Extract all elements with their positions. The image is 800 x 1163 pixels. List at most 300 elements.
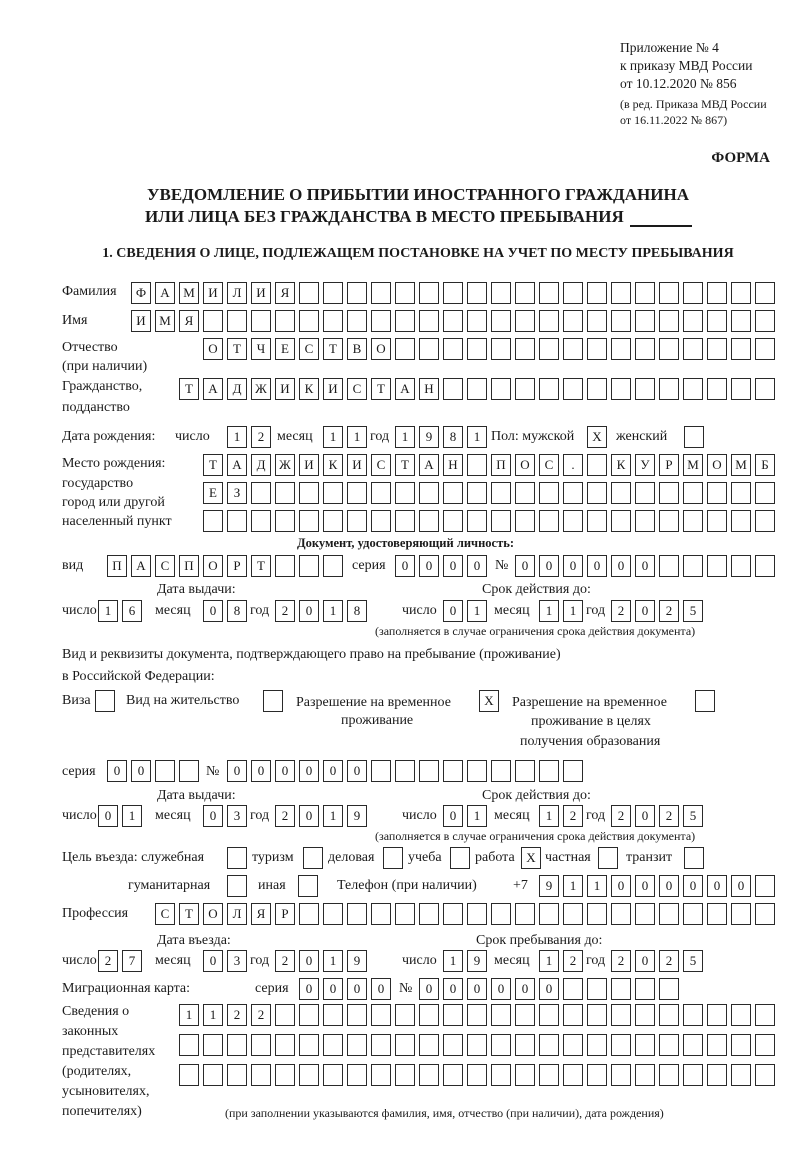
char-box[interactable] bbox=[419, 482, 439, 504]
char-box[interactable] bbox=[347, 510, 367, 532]
char-box[interactable] bbox=[467, 760, 487, 782]
char-box[interactable]: 0 bbox=[275, 760, 295, 782]
char-box[interactable] bbox=[659, 510, 679, 532]
char-box[interactable]: 0 bbox=[635, 555, 655, 577]
char-box[interactable] bbox=[683, 555, 703, 577]
char-box[interactable]: Т bbox=[227, 338, 247, 360]
char-box[interactable] bbox=[539, 338, 559, 360]
char-box[interactable]: 1 bbox=[467, 805, 487, 827]
char-box[interactable] bbox=[659, 978, 679, 1000]
char-box[interactable] bbox=[683, 310, 703, 332]
char-box[interactable] bbox=[443, 338, 463, 360]
char-box[interactable] bbox=[707, 310, 727, 332]
char-box[interactable]: Е bbox=[275, 338, 295, 360]
char-box[interactable]: 1 bbox=[467, 426, 487, 448]
char-box[interactable]: Т bbox=[179, 378, 199, 400]
char-box[interactable] bbox=[395, 1004, 415, 1026]
char-box[interactable] bbox=[659, 555, 679, 577]
char-box[interactable]: 0 bbox=[659, 875, 679, 897]
char-box[interactable]: 0 bbox=[539, 978, 559, 1000]
char-box[interactable]: 0 bbox=[299, 978, 319, 1000]
char-box[interactable]: С bbox=[155, 555, 175, 577]
char-box[interactable] bbox=[179, 760, 199, 782]
char-box[interactable] bbox=[299, 482, 319, 504]
char-box[interactable]: О bbox=[515, 454, 535, 476]
char-box[interactable]: 8 bbox=[347, 600, 367, 622]
char-box[interactable]: 2 bbox=[275, 600, 295, 622]
char-box[interactable] bbox=[371, 482, 391, 504]
char-box[interactable] bbox=[707, 903, 727, 925]
char-box[interactable]: Я bbox=[251, 903, 271, 925]
char-box[interactable]: П bbox=[491, 454, 511, 476]
char-box[interactable] bbox=[707, 378, 727, 400]
char-box[interactable] bbox=[707, 482, 727, 504]
char-box[interactable]: 0 bbox=[443, 805, 463, 827]
char-box[interactable] bbox=[587, 510, 607, 532]
char-box[interactable] bbox=[731, 378, 751, 400]
char-box[interactable] bbox=[491, 903, 511, 925]
char-box[interactable] bbox=[443, 1034, 463, 1056]
char-box[interactable] bbox=[515, 310, 535, 332]
char-box[interactable] bbox=[347, 903, 367, 925]
char-box[interactable] bbox=[515, 1064, 535, 1086]
char-box[interactable]: Н bbox=[419, 378, 439, 400]
char-box[interactable] bbox=[275, 482, 295, 504]
char-box[interactable] bbox=[203, 1034, 223, 1056]
char-box[interactable] bbox=[371, 1034, 391, 1056]
char-box[interactable] bbox=[587, 338, 607, 360]
char-box[interactable]: К bbox=[611, 454, 631, 476]
char-box[interactable]: 2 bbox=[563, 950, 583, 972]
char-box[interactable] bbox=[299, 510, 319, 532]
char-box[interactable] bbox=[347, 310, 367, 332]
checkbox[interactable]: X bbox=[479, 690, 499, 712]
char-box[interactable]: 2 bbox=[659, 600, 679, 622]
char-box[interactable] bbox=[635, 1064, 655, 1086]
char-box[interactable]: 3 bbox=[227, 805, 247, 827]
char-box[interactable]: Р bbox=[275, 903, 295, 925]
char-box[interactable]: 0 bbox=[371, 978, 391, 1000]
char-box[interactable] bbox=[395, 310, 415, 332]
char-box[interactable] bbox=[707, 338, 727, 360]
char-box[interactable]: 0 bbox=[515, 555, 535, 577]
char-box[interactable] bbox=[299, 1034, 319, 1056]
char-box[interactable]: К bbox=[299, 378, 319, 400]
char-box[interactable] bbox=[467, 1064, 487, 1086]
char-box[interactable] bbox=[323, 555, 343, 577]
char-box[interactable] bbox=[683, 282, 703, 304]
char-box[interactable] bbox=[491, 1004, 511, 1026]
char-box[interactable] bbox=[299, 1064, 319, 1086]
char-box[interactable]: 2 bbox=[251, 426, 271, 448]
char-box[interactable]: Ч bbox=[251, 338, 271, 360]
char-box[interactable]: 1 bbox=[587, 875, 607, 897]
char-box[interactable] bbox=[371, 1004, 391, 1026]
char-box[interactable]: 1 bbox=[395, 426, 415, 448]
char-box[interactable] bbox=[395, 510, 415, 532]
char-box[interactable] bbox=[251, 510, 271, 532]
char-box[interactable]: П bbox=[179, 555, 199, 577]
char-box[interactable]: К bbox=[323, 454, 343, 476]
char-box[interactable] bbox=[587, 1064, 607, 1086]
char-box[interactable]: 5 bbox=[683, 950, 703, 972]
char-box[interactable] bbox=[323, 1064, 343, 1086]
char-box[interactable] bbox=[419, 282, 439, 304]
char-box[interactable] bbox=[611, 378, 631, 400]
checkbox[interactable] bbox=[303, 847, 323, 869]
checkbox[interactable]: X bbox=[587, 426, 607, 448]
checkbox[interactable] bbox=[95, 690, 115, 712]
char-box[interactable] bbox=[587, 903, 607, 925]
char-box[interactable] bbox=[395, 903, 415, 925]
char-box[interactable] bbox=[563, 1004, 583, 1026]
char-box[interactable] bbox=[611, 978, 631, 1000]
checkbox[interactable] bbox=[263, 690, 283, 712]
char-box[interactable] bbox=[515, 282, 535, 304]
char-box[interactable]: 0 bbox=[131, 760, 151, 782]
char-box[interactable] bbox=[563, 510, 583, 532]
char-box[interactable]: 0 bbox=[347, 760, 367, 782]
char-box[interactable] bbox=[563, 1064, 583, 1086]
char-box[interactable]: 0 bbox=[203, 600, 223, 622]
char-box[interactable] bbox=[755, 875, 775, 897]
char-box[interactable] bbox=[611, 1004, 631, 1026]
char-box[interactable] bbox=[251, 310, 271, 332]
char-box[interactable] bbox=[371, 282, 391, 304]
char-box[interactable]: 0 bbox=[539, 555, 559, 577]
char-box[interactable]: 0 bbox=[563, 555, 583, 577]
char-box[interactable] bbox=[755, 282, 775, 304]
char-box[interactable]: 9 bbox=[467, 950, 487, 972]
char-box[interactable]: 0 bbox=[107, 760, 127, 782]
char-box[interactable] bbox=[563, 978, 583, 1000]
char-box[interactable]: О bbox=[203, 338, 223, 360]
char-box[interactable] bbox=[659, 1004, 679, 1026]
checkbox[interactable]: X bbox=[521, 847, 541, 869]
char-box[interactable] bbox=[539, 510, 559, 532]
char-box[interactable] bbox=[347, 1004, 367, 1026]
char-box[interactable] bbox=[299, 1004, 319, 1026]
char-box[interactable]: В bbox=[347, 338, 367, 360]
char-box[interactable] bbox=[203, 510, 223, 532]
checkbox[interactable] bbox=[227, 847, 247, 869]
char-box[interactable] bbox=[731, 1064, 751, 1086]
char-box[interactable]: З bbox=[227, 482, 247, 504]
char-box[interactable]: 0 bbox=[515, 978, 535, 1000]
char-box[interactable]: А bbox=[131, 555, 151, 577]
char-box[interactable]: Л bbox=[227, 903, 247, 925]
char-box[interactable]: П bbox=[107, 555, 127, 577]
char-box[interactable] bbox=[467, 903, 487, 925]
char-box[interactable]: О bbox=[707, 454, 727, 476]
char-box[interactable]: 0 bbox=[203, 805, 223, 827]
char-box[interactable] bbox=[491, 378, 511, 400]
char-box[interactable] bbox=[467, 310, 487, 332]
char-box[interactable]: С bbox=[539, 454, 559, 476]
char-box[interactable] bbox=[611, 903, 631, 925]
char-box[interactable] bbox=[323, 903, 343, 925]
char-box[interactable] bbox=[611, 510, 631, 532]
char-box[interactable]: 9 bbox=[347, 805, 367, 827]
char-box[interactable] bbox=[635, 310, 655, 332]
char-box[interactable] bbox=[323, 510, 343, 532]
char-box[interactable] bbox=[755, 903, 775, 925]
char-box[interactable] bbox=[275, 1004, 295, 1026]
char-box[interactable]: 1 bbox=[443, 950, 463, 972]
char-box[interactable] bbox=[755, 510, 775, 532]
char-box[interactable] bbox=[707, 1034, 727, 1056]
char-box[interactable] bbox=[155, 760, 175, 782]
char-box[interactable] bbox=[203, 310, 223, 332]
char-box[interactable] bbox=[731, 903, 751, 925]
char-box[interactable]: 8 bbox=[227, 600, 247, 622]
char-box[interactable] bbox=[299, 555, 319, 577]
char-box[interactable] bbox=[467, 1004, 487, 1026]
char-box[interactable] bbox=[539, 1064, 559, 1086]
char-box[interactable]: И bbox=[131, 310, 151, 332]
char-box[interactable] bbox=[443, 510, 463, 532]
char-box[interactable]: Ф bbox=[131, 282, 151, 304]
char-box[interactable] bbox=[659, 282, 679, 304]
char-box[interactable] bbox=[419, 338, 439, 360]
char-box[interactable]: О bbox=[203, 903, 223, 925]
char-box[interactable] bbox=[683, 378, 703, 400]
char-box[interactable]: 0 bbox=[299, 760, 319, 782]
char-box[interactable] bbox=[467, 510, 487, 532]
char-box[interactable] bbox=[611, 282, 631, 304]
char-box[interactable]: Я bbox=[179, 310, 199, 332]
char-box[interactable] bbox=[755, 338, 775, 360]
char-box[interactable] bbox=[515, 338, 535, 360]
char-box[interactable] bbox=[323, 1034, 343, 1056]
char-box[interactable]: 1 bbox=[122, 805, 142, 827]
char-box[interactable]: 1 bbox=[323, 600, 343, 622]
char-box[interactable] bbox=[683, 1034, 703, 1056]
char-box[interactable]: А bbox=[227, 454, 247, 476]
char-box[interactable]: О bbox=[203, 555, 223, 577]
char-box[interactable] bbox=[275, 555, 295, 577]
char-box[interactable]: 1 bbox=[467, 600, 487, 622]
char-box[interactable] bbox=[467, 282, 487, 304]
char-box[interactable] bbox=[707, 555, 727, 577]
char-box[interactable]: 0 bbox=[611, 555, 631, 577]
char-box[interactable] bbox=[419, 310, 439, 332]
char-box[interactable]: А bbox=[395, 378, 415, 400]
char-box[interactable]: 0 bbox=[443, 600, 463, 622]
char-box[interactable]: 1 bbox=[539, 600, 559, 622]
char-box[interactable] bbox=[539, 378, 559, 400]
char-box[interactable] bbox=[539, 1004, 559, 1026]
char-box[interactable] bbox=[587, 1004, 607, 1026]
char-box[interactable] bbox=[659, 1034, 679, 1056]
checkbox[interactable] bbox=[684, 847, 704, 869]
char-box[interactable]: И bbox=[347, 454, 367, 476]
char-box[interactable]: 1 bbox=[347, 426, 367, 448]
char-box[interactable]: М bbox=[155, 310, 175, 332]
char-box[interactable]: 2 bbox=[251, 1004, 271, 1026]
char-box[interactable] bbox=[419, 510, 439, 532]
char-box[interactable] bbox=[347, 482, 367, 504]
char-box[interactable]: Т bbox=[395, 454, 415, 476]
char-box[interactable] bbox=[491, 510, 511, 532]
char-box[interactable]: 9 bbox=[347, 950, 367, 972]
char-box[interactable] bbox=[467, 482, 487, 504]
char-box[interactable]: 8 bbox=[443, 426, 463, 448]
char-box[interactable] bbox=[395, 1064, 415, 1086]
char-box[interactable] bbox=[563, 1034, 583, 1056]
char-box[interactable]: 0 bbox=[635, 600, 655, 622]
char-box[interactable]: 2 bbox=[659, 950, 679, 972]
char-box[interactable] bbox=[371, 310, 391, 332]
char-box[interactable] bbox=[611, 310, 631, 332]
char-box[interactable]: О bbox=[371, 338, 391, 360]
checkbox[interactable] bbox=[298, 875, 318, 897]
char-box[interactable] bbox=[443, 1004, 463, 1026]
char-box[interactable]: 1 bbox=[323, 950, 343, 972]
char-box[interactable] bbox=[515, 482, 535, 504]
char-box[interactable] bbox=[467, 338, 487, 360]
char-box[interactable]: 0 bbox=[227, 760, 247, 782]
char-box[interactable] bbox=[635, 1034, 655, 1056]
char-box[interactable] bbox=[635, 338, 655, 360]
char-box[interactable] bbox=[587, 310, 607, 332]
checkbox[interactable] bbox=[383, 847, 403, 869]
checkbox[interactable] bbox=[227, 875, 247, 897]
char-box[interactable] bbox=[659, 903, 679, 925]
char-box[interactable]: 2 bbox=[611, 600, 631, 622]
char-box[interactable]: 0 bbox=[299, 600, 319, 622]
checkbox[interactable] bbox=[598, 847, 618, 869]
char-box[interactable]: Ж bbox=[275, 454, 295, 476]
char-box[interactable] bbox=[299, 903, 319, 925]
char-box[interactable]: 0 bbox=[491, 978, 511, 1000]
char-box[interactable]: 1 bbox=[227, 426, 247, 448]
char-box[interactable] bbox=[683, 1004, 703, 1026]
char-box[interactable]: 0 bbox=[635, 950, 655, 972]
char-box[interactable]: А bbox=[419, 454, 439, 476]
char-box[interactable] bbox=[707, 282, 727, 304]
char-box[interactable] bbox=[491, 482, 511, 504]
char-box[interactable] bbox=[371, 510, 391, 532]
char-box[interactable]: Ж bbox=[251, 378, 271, 400]
char-box[interactable] bbox=[419, 1004, 439, 1026]
char-box[interactable] bbox=[731, 310, 751, 332]
char-box[interactable]: 0 bbox=[299, 805, 319, 827]
char-box[interactable] bbox=[467, 454, 487, 476]
char-box[interactable]: 0 bbox=[683, 875, 703, 897]
char-box[interactable]: 1 bbox=[539, 805, 559, 827]
char-box[interactable] bbox=[419, 760, 439, 782]
char-box[interactable] bbox=[323, 310, 343, 332]
char-box[interactable] bbox=[515, 903, 535, 925]
char-box[interactable] bbox=[539, 282, 559, 304]
char-box[interactable]: 0 bbox=[731, 875, 751, 897]
char-box[interactable]: 1 bbox=[98, 600, 118, 622]
char-box[interactable] bbox=[731, 1004, 751, 1026]
char-box[interactable] bbox=[587, 482, 607, 504]
char-box[interactable]: 0 bbox=[395, 555, 415, 577]
char-box[interactable]: 0 bbox=[203, 950, 223, 972]
char-box[interactable]: М bbox=[731, 454, 751, 476]
char-box[interactable] bbox=[539, 903, 559, 925]
char-box[interactable]: 6 bbox=[122, 600, 142, 622]
char-box[interactable] bbox=[755, 1064, 775, 1086]
char-box[interactable]: С bbox=[299, 338, 319, 360]
char-box[interactable] bbox=[179, 1034, 199, 1056]
char-box[interactable] bbox=[731, 510, 751, 532]
char-box[interactable]: 1 bbox=[323, 426, 343, 448]
char-box[interactable] bbox=[467, 1034, 487, 1056]
char-box[interactable] bbox=[707, 510, 727, 532]
char-box[interactable]: Е bbox=[203, 482, 223, 504]
char-box[interactable] bbox=[419, 1034, 439, 1056]
checkbox[interactable] bbox=[450, 847, 470, 869]
char-box[interactable] bbox=[443, 903, 463, 925]
title-blank-line[interactable] bbox=[630, 207, 692, 227]
char-box[interactable] bbox=[299, 282, 319, 304]
char-box[interactable]: 0 bbox=[323, 760, 343, 782]
char-box[interactable]: 1 bbox=[203, 1004, 223, 1026]
char-box[interactable]: 2 bbox=[611, 805, 631, 827]
char-box[interactable] bbox=[587, 1034, 607, 1056]
char-box[interactable] bbox=[443, 282, 463, 304]
char-box[interactable] bbox=[371, 760, 391, 782]
char-box[interactable]: А bbox=[155, 282, 175, 304]
char-box[interactable]: 0 bbox=[467, 978, 487, 1000]
char-box[interactable]: 1 bbox=[323, 805, 343, 827]
char-box[interactable]: 2 bbox=[563, 805, 583, 827]
char-box[interactable] bbox=[491, 282, 511, 304]
char-box[interactable]: М bbox=[179, 282, 199, 304]
char-box[interactable]: 0 bbox=[419, 555, 439, 577]
checkbox[interactable] bbox=[695, 690, 715, 712]
char-box[interactable] bbox=[707, 1004, 727, 1026]
char-box[interactable]: 2 bbox=[275, 950, 295, 972]
char-box[interactable]: Р bbox=[659, 454, 679, 476]
char-box[interactable]: 0 bbox=[299, 950, 319, 972]
char-box[interactable]: 3 bbox=[227, 950, 247, 972]
char-box[interactable] bbox=[227, 310, 247, 332]
char-box[interactable] bbox=[443, 1064, 463, 1086]
char-box[interactable]: С bbox=[155, 903, 175, 925]
char-box[interactable]: Т bbox=[179, 903, 199, 925]
char-box[interactable] bbox=[635, 1004, 655, 1026]
char-box[interactable]: 2 bbox=[98, 950, 118, 972]
char-box[interactable] bbox=[275, 310, 295, 332]
char-box[interactable] bbox=[515, 1004, 535, 1026]
char-box[interactable] bbox=[731, 282, 751, 304]
char-box[interactable] bbox=[635, 903, 655, 925]
char-box[interactable] bbox=[251, 1064, 271, 1086]
char-box[interactable]: М bbox=[683, 454, 703, 476]
char-box[interactable] bbox=[731, 555, 751, 577]
char-box[interactable] bbox=[755, 482, 775, 504]
char-box[interactable] bbox=[659, 482, 679, 504]
char-box[interactable] bbox=[443, 760, 463, 782]
char-box[interactable] bbox=[563, 310, 583, 332]
char-box[interactable] bbox=[443, 482, 463, 504]
char-box[interactable] bbox=[659, 378, 679, 400]
char-box[interactable] bbox=[371, 903, 391, 925]
char-box[interactable]: И bbox=[203, 282, 223, 304]
char-box[interactable]: 0 bbox=[323, 978, 343, 1000]
char-box[interactable]: 0 bbox=[98, 805, 118, 827]
char-box[interactable] bbox=[707, 1064, 727, 1086]
char-box[interactable]: 0 bbox=[251, 760, 271, 782]
char-box[interactable]: 0 bbox=[443, 978, 463, 1000]
char-box[interactable]: 0 bbox=[635, 805, 655, 827]
char-box[interactable] bbox=[323, 282, 343, 304]
